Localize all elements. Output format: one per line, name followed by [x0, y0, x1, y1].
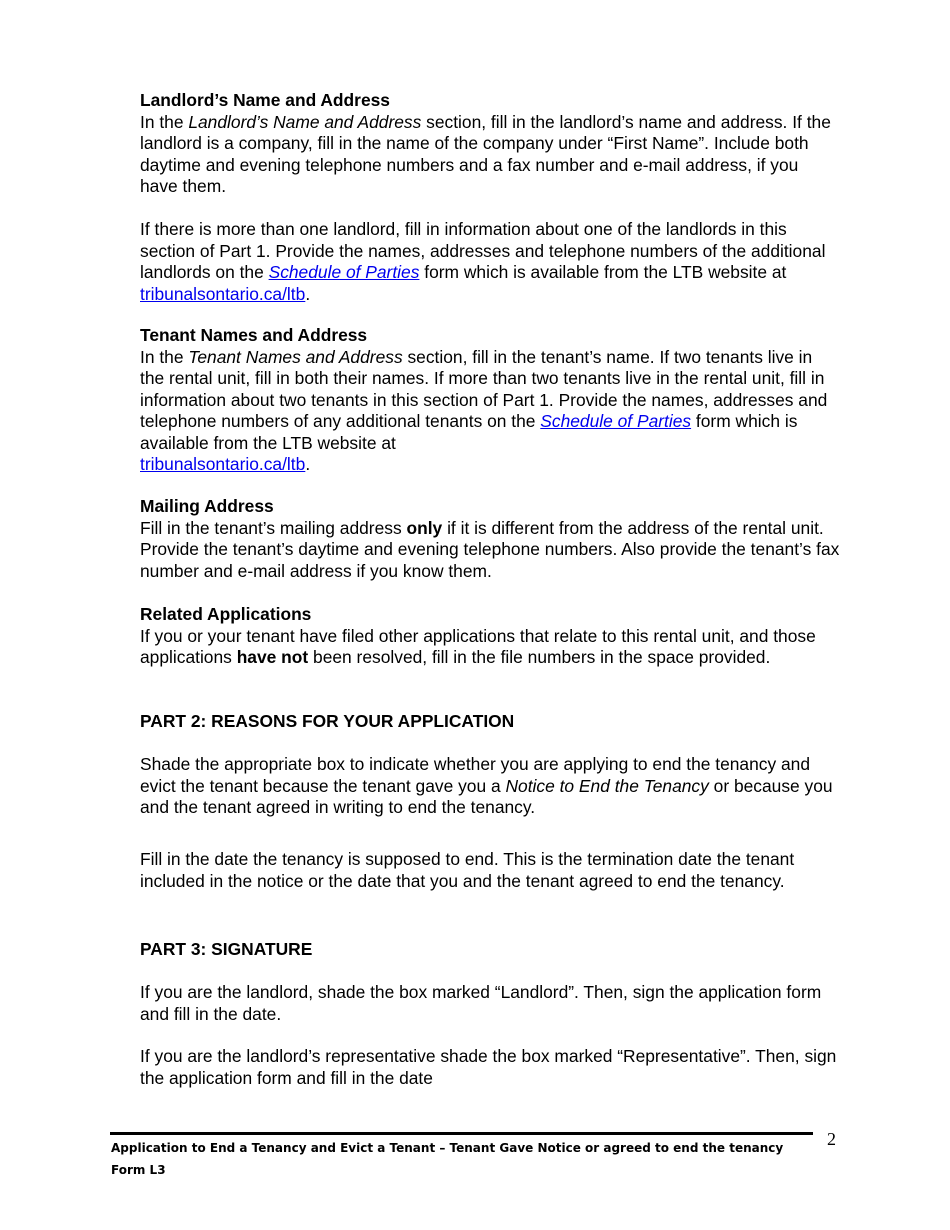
- part3-paragraph-1: If you are the landlord, shade the box marked “Landlord”. Then, sign the application form and fill in the date.: [140, 982, 822, 1024]
- landlord-paragraph-2-block: [140, 219, 840, 305]
- part3-paragraph-1-block: [140, 982, 840, 1025]
- tenant-section: [140, 325, 840, 476]
- page-number: 2: [827, 1129, 836, 1149]
- part2-heading: PART 2: REASONS FOR YOUR APPLICATION: [140, 711, 515, 731]
- landlord-paragraph-2: If there is more than one landlord, fill in information about one of the landlords in this section of Part 1. Provide the names, addresses and telephone numbers of the additional landlords on the Schedule of Parties form which is available from the LTB website at tribunalsontario.ca/ltb.: [140, 219, 826, 304]
- tenant-heading: Tenant Names and Address: [140, 325, 368, 345]
- footer-divider: [110, 1132, 813, 1135]
- part2-paragraph-2-block: [140, 849, 840, 892]
- related-paragraph: If you or your tenant have filed other applications that relate to this rental unit, and those applications have not been resolved, fill in the file numbers in the space provided.: [140, 625, 816, 667]
- landlord-paragraph-1: In the Landlord’s Name and Address section, fill in the landlord’s name and address. If the landlord is a company, fill in the name of the company under “First Name”. Include both daytime and evening telephone numbers and a fax number and e-mail address, if you have them.: [140, 111, 831, 196]
- part2-heading-block: [140, 711, 840, 733]
- ltb-website-link[interactable]: tribunalsontario.ca/ltb: [140, 283, 306, 304]
- mailing-paragraph: Fill in the tenant’s mailing address only if it is different from the address of the rental unit. Provide the tenant’s daytime and evening telephone numbers. Also provide the tenant’s fax number and e-mail address if you know them.: [140, 517, 840, 581]
- mailing-section: [140, 496, 840, 582]
- tenant-paragraph: In the Tenant Names and Address section, fill in the tenant’s name. If two tenants live in the rental unit, fill in both their names. If more than two tenants live in the rental unit, fill in information about two tenants in this section of Part 1. Provide the names, addresses and telephone numbers of any additional tenants on the Schedule of Parties form which is available from the LTB website at tribunalsontario.ca/ltb.: [140, 346, 828, 474]
- schedule-of-parties-link[interactable]: Schedule of Parties: [268, 262, 420, 282]
- schedule-of-parties-link[interactable]: Schedule of Parties: [540, 411, 692, 431]
- part3-heading-block: [140, 939, 840, 961]
- part2-paragraph-2: Fill in the date the tenancy is supposed to end. This is the termination date the tenant included in the notice or the date that you and the tenant agreed to end the tenancy.: [140, 849, 795, 891]
- part2-paragraph-1-block: [140, 754, 840, 819]
- landlord-heading: Landlord’s Name and Address: [140, 90, 390, 110]
- mailing-heading: Mailing Address: [140, 496, 274, 516]
- part3-paragraph-2: If you are the landlord’s representative shade the box marked “Representative”. Then, sign the application form and fill in the date: [140, 1046, 837, 1088]
- part3-heading: PART 3: SIGNATURE: [140, 939, 313, 959]
- related-heading: Related Applications: [140, 604, 312, 624]
- ltb-website-link[interactable]: tribunalsontario.ca/ltb: [140, 454, 306, 474]
- related-section: [140, 604, 840, 669]
- landlord-section: [140, 90, 840, 198]
- footer-form-number: Form L3: [111, 1163, 166, 1177]
- footer-title: Application to End a Tenancy and Evict a Tenant – Tenant Gave Notice or agreed to end the tenancy: [111, 1141, 784, 1155]
- part3-paragraph-2-block: [140, 1046, 840, 1089]
- part2-paragraph-1: Shade the appropriate box to indicate whether you are applying to end the tenancy and evict the tenant because the tenant gave you a Notice to End the Tenancy or because you and the tenant agreed in writing to end the tenancy.: [140, 754, 833, 817]
